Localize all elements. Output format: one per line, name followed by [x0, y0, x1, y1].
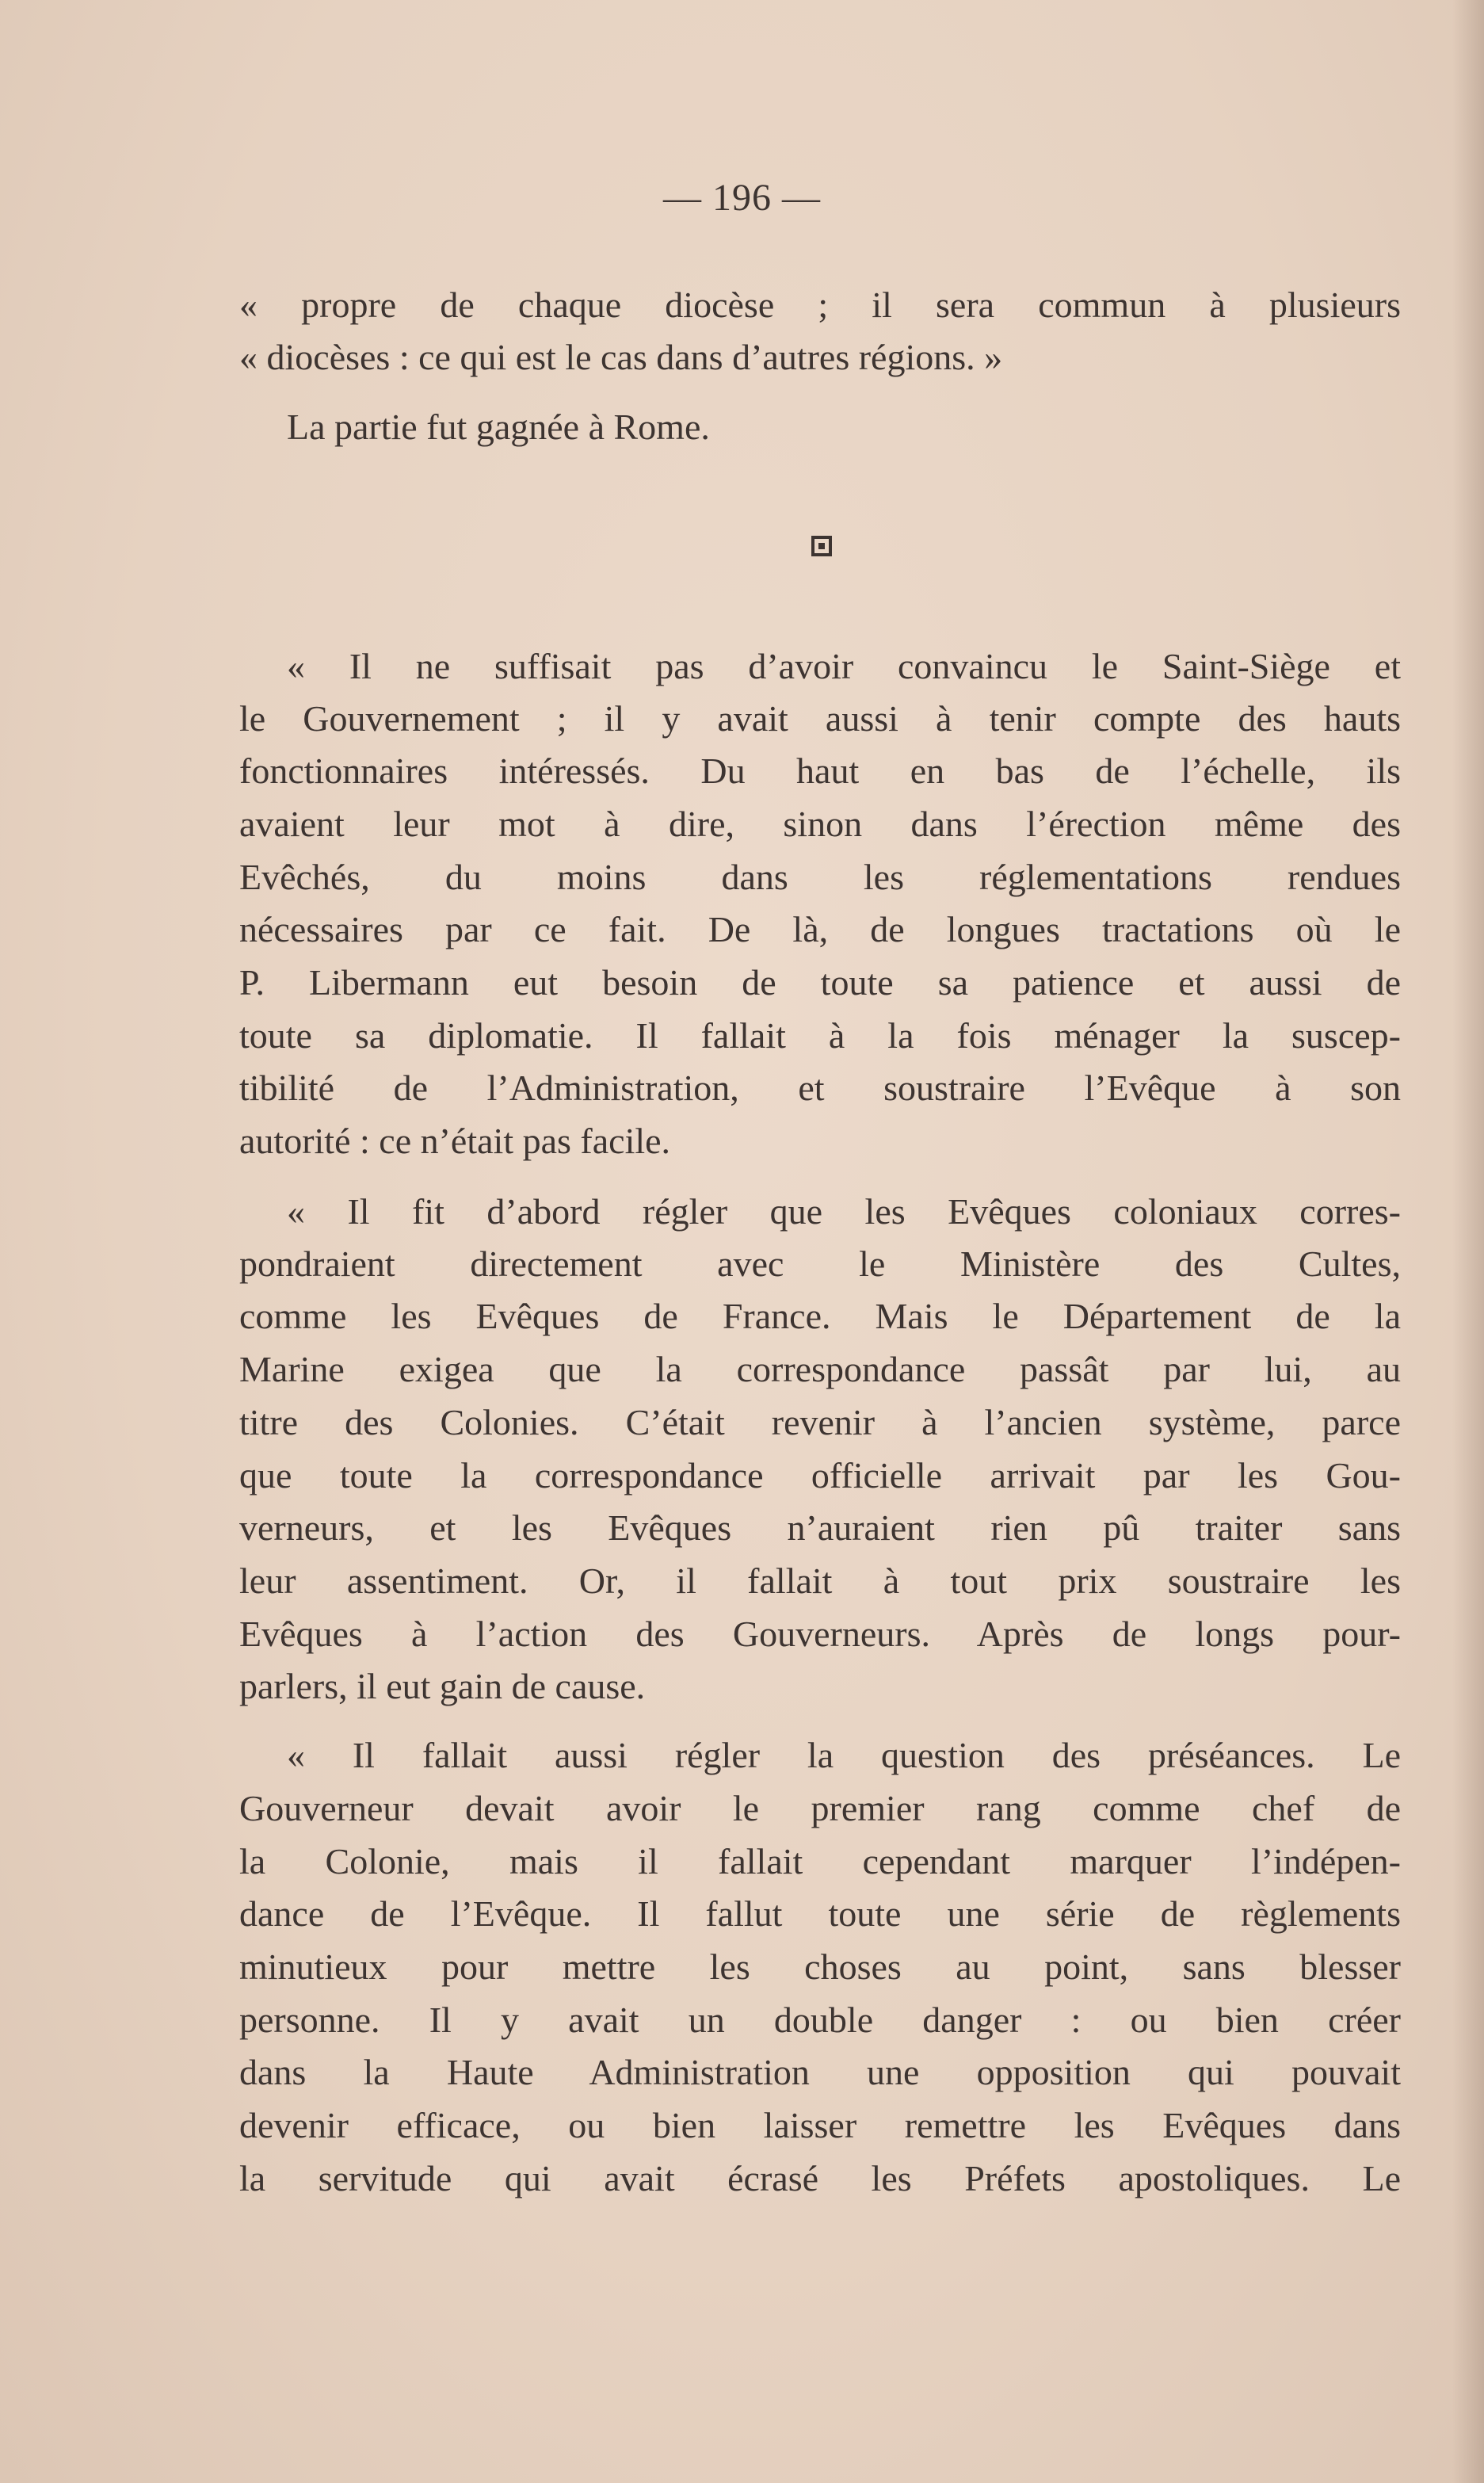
text-line: pondraient directement avec le Ministère des Cultes, [239, 1243, 1401, 1284]
text-line: nécessaires par ce fait. De là, de longues tractations où le [239, 909, 1401, 949]
text-line: Marine exigea que la correspondance passât par lui, au [239, 1349, 1401, 1389]
page-number: — 196 — [663, 177, 821, 219]
section-divider-ornament [811, 536, 832, 556]
text-line: dance de l’Evêque. Il fallut toute une série de règlements [239, 1893, 1401, 1934]
text-line: devenir efficace, ou bien laisser remettre les Evêques dans [239, 2105, 1401, 2145]
text-line: « Il ne suffisait pas d’avoir convaincu le Saint-Siège et [287, 646, 1401, 686]
text-line: verneurs, et les Evêques n’auraient rien pû traiter sans [239, 1507, 1401, 1548]
text-line: « propre de chaque diocèse ; il sera commun à plusieurs [239, 285, 1401, 325]
page-edge-shadow [1452, 0, 1484, 2483]
text-line: comme les Evêques de France. Mais le Département de la [239, 1296, 1401, 1336]
text-line: dans la Haute Administration une opposition qui pouvait [239, 2052, 1401, 2092]
text-line: La partie fut gagnée à Rome. [287, 407, 710, 447]
text-line: minutieux pour mettre les choses au point, sans blesser [239, 1946, 1401, 1987]
text-line: personne. Il y avait un double danger : ou bien créer [239, 2000, 1401, 2040]
text-line: tibilité de l’Administration, et soustraire l’Evêque à son [239, 1068, 1401, 1108]
text-line: la servitude qui avait écrasé les Préfets apostoliques. Le [239, 2158, 1401, 2198]
text-line: toute sa diplomatie. Il fallait à la fois ménager la suscep- [239, 1015, 1401, 1056]
text-line: Evêques à l’action des Gouverneurs. Après de longs pour- [239, 1614, 1401, 1654]
text-line: autorité : ce n’était pas facile. [239, 1121, 671, 1161]
text-line: P. Libermann eut besoin de toute sa patience et aussi de [239, 962, 1401, 1003]
text-line: fonctionnaires intéressés. Du haut en bas de l’échelle, ils [239, 751, 1401, 791]
text-line: « Il fallait aussi régler la question des préséances. Le [287, 1735, 1401, 1775]
text-line: que toute la correspondance officielle arrivait par les Gou- [239, 1455, 1401, 1496]
text-line: Evêchés, du moins dans les réglementations rendues [239, 857, 1401, 897]
text-line: « diocèses : ce qui est le cas dans d’autres régions. » [239, 337, 1003, 377]
text-line: leur assentiment. Or, il fallait à tout prix soustraire les [239, 1560, 1401, 1601]
text-line: avaient leur mot à dire, sinon dans l’érection même des [239, 804, 1401, 844]
text-line: parlers, il eut gain de cause. [239, 1666, 646, 1706]
text-line: Gouverneur devait avoir le premier rang comme chef de [239, 1788, 1401, 1828]
text-line: le Gouvernement ; il y avait aussi à tenir compte des hauts [239, 698, 1401, 739]
text-line: titre des Colonies. C’était revenir à l’ancien système, parce [239, 1402, 1401, 1442]
text-line: « Il fit d’abord régler que les Evêques coloniaux corres- [287, 1191, 1401, 1232]
text-line: la Colonie, mais il fallait cependant marquer l’indépen- [239, 1841, 1401, 1881]
